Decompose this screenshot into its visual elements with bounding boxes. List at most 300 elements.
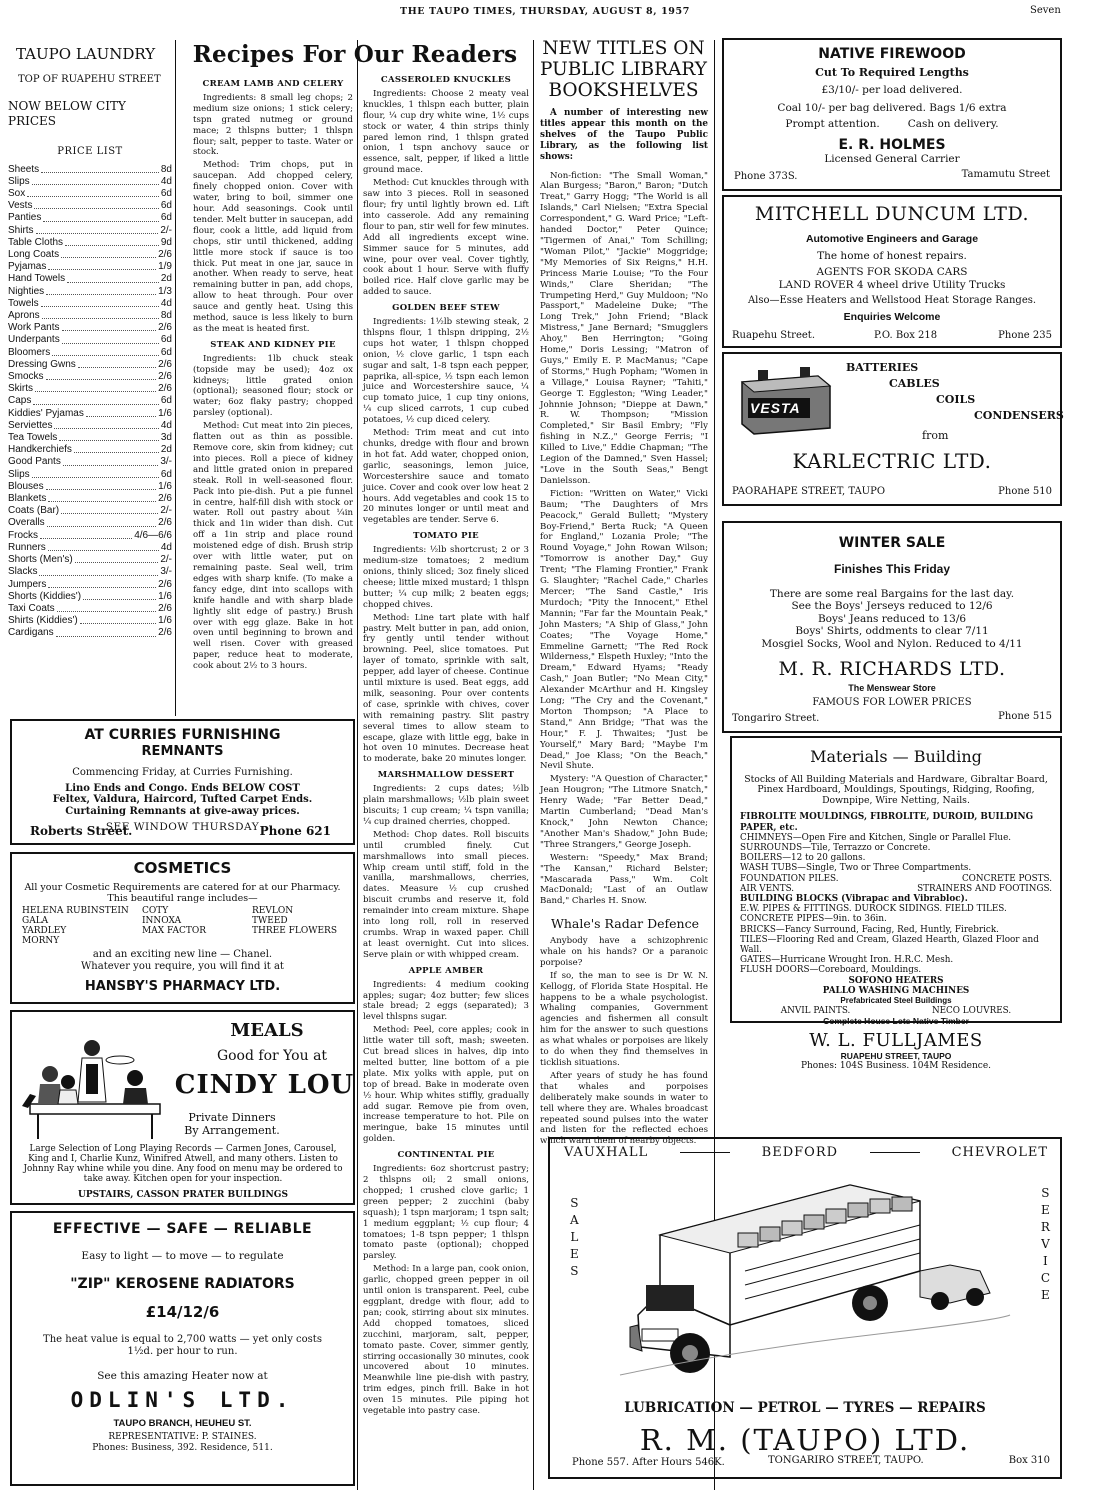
price-row [8, 627, 172, 639]
price-row [8, 298, 172, 310]
firewood-phone: Phone 373S. [734, 171, 798, 183]
fulljames-line: WASH TUBS—Single, Two or Three Compartments. [740, 863, 972, 874]
service-letter: S [1041, 1186, 1050, 1200]
price-item: Good Pants [8, 456, 61, 468]
price-value: 2/6 [158, 627, 172, 639]
price-item: Panties [8, 212, 42, 224]
cosmetics-brand: GALA [22, 916, 49, 927]
cosmetics-brand: MORNY [22, 936, 60, 947]
fulljames-c1: SOFONO HEATERS [848, 975, 944, 986]
fulljames-pair [740, 874, 1052, 884]
price-row [8, 273, 172, 285]
mitchell-line1: Automotive Engineers and Garage [805, 233, 979, 246]
price-item: Cardigans [8, 627, 54, 639]
richards-name: M. R. RICHARDS LTD. [778, 658, 1006, 681]
recipe-paragraph: Ingredients: 6oz shortcrust pastry; 2 thlspns oil; 2 small onions, chopped; 1 crushed clove garlic; 1 green pepper; 2 zucchini (baby squash); 1 tspn marjoram; 1 tspn salt; 1 medium eggplant; ½ cup flour; 4 tomatoes; 1-8 tspn pepper; 1 thlspn tomato paste (optional); chopped parsley. [363, 1164, 530, 1262]
price-value: 2d [160, 273, 172, 285]
karlectric-name: KARLECTRIC LTD. [792, 449, 992, 473]
karlectric-street: PAORAHAPE STREET, TAUPO [732, 486, 886, 498]
recipe-paragraph: Method: In a large pan, cook onion, garlic, chopped green pepper in oil until onion is transparent. Peel, cube eggplant, dredge with flour, add to pan; cook, stirring about six minutes. Add chopped tomatoes, sliced zucchini, marjoram, salt, pepper, tomato paste. Cover, simmer gently, stirring occasionally 30 minutes, cook uncovered about 10 minutes. Meanwhile line pie-dish with pastry, trim edges, pinch frill. Bake in hot oven 15 minutes. Pile piping hot vegetable into pastry case. [363, 1264, 529, 1417]
library-title: NEW TITLES ON PUBLIC LIBRARY BOOKSHELVES [540, 38, 707, 101]
whale-paragraph: After years of study he has found that whales and porpoises deliberately make sounds in water to tell where they are. Whales broadcast repeated sound pulses into the water and listen for the reflected echoes which warn them of nearby objects. [540, 1070, 708, 1147]
price-item: Aprons [8, 310, 40, 322]
curries-subtitle: REMNANTS [141, 743, 224, 759]
karlectric-from: from [922, 429, 949, 442]
price-row [8, 359, 172, 371]
odlins-rep: REPRESENTATIVE: P. STAINES. [108, 1432, 257, 1443]
recipe-heading: CREAM LAMB AND CELERY [202, 79, 344, 89]
price-value: 3/- [160, 456, 172, 468]
price-item: Kiddies' Pyjamas [8, 407, 84, 419]
price-row [8, 395, 172, 407]
cosmetics-brands-col1 [22, 906, 142, 946]
richards-slogan: FAMOUS FOR LOWER PRICES [812, 697, 972, 709]
karlectric-l2: CABLES [889, 377, 940, 390]
richards-sale-line: Boys' Jeans reduced to 13/6 [817, 612, 967, 625]
price-item: Towels [8, 297, 39, 309]
price-leader [48, 493, 156, 502]
price-row [8, 347, 172, 359]
firewood-line4a: Prompt attention. [785, 118, 880, 131]
library-article [540, 108, 708, 908]
price-item: Underpants [8, 334, 60, 346]
price-item: Overalls [8, 517, 45, 529]
richards-line1: Finishes This Friday [833, 561, 951, 576]
brand-vauxhall: VAUXHALL [564, 1145, 649, 1160]
price-item: Slacks [8, 566, 38, 578]
curries-line2: Lino Ends and Congo. Ends BELOW COST [65, 782, 300, 794]
price-row [8, 432, 172, 444]
price-value: 1/6 [158, 407, 172, 419]
cosmetics-brands-col3 [252, 906, 337, 946]
price-item: Nighties [8, 285, 45, 297]
fulljames-c2: PALLO WASHING MACHINES [822, 985, 970, 996]
fulljames-line: BRICKS—Fancy Surround, Facing, Red, Huntly, Firebrick. [740, 924, 999, 935]
whale-paragraph: If so, the man to see is Dr W. N. Kellogg, of Florida State Hospital. He happens to be a whale psychologist. Whaling companies, Government agencies and fishermen all consult him for the answer to such questions as what whales or porpoises are likely to do when they find themselves in ticklish situations. [540, 970, 708, 1068]
price-item: Smocks [8, 371, 44, 383]
recipe-paragraph: Ingredients: 1lb chuck steak (topside may be used); 4oz ox kidneys; little grated onion (optional); seasoned flour; stock or water; 6oz flaky pastry; chopped parsley (optional). [193, 353, 353, 419]
rm-brands [564, 1145, 1048, 1160]
price-item: Blouses [8, 480, 44, 492]
truck-illustration [620, 1175, 1010, 1385]
recipe-heading: STEAK AND KIDNEY PIE [210, 339, 336, 350]
price-row [8, 566, 172, 578]
odlins-line1: Easy to light — to move — to regulate [81, 1249, 284, 1262]
price-leader [34, 200, 158, 209]
price-value: 6d [160, 468, 172, 480]
price-value: 2/- [160, 505, 172, 517]
library-paragraph: Fiction: "Written on Water," Vicki Baum; "The Daughters of Mrs Peacock," Gerald Bullett; "Mystery Boy-Friend," Berta Ruck; "A Queen for England," Lozania Prole; "The Round Voyage," John Rowan Wilson; "Tomorrow is another Day," Guy Trent; "The Flaming Frontier," Frank G. Slaughter; "Rachel Cade," Charles Mercer; "The Sand Castle," Iris Murdoch; "Pity the Innocent," Ethel Mannin; "Far far the Mountain Peak," John Masters; "A Ship of Glass," John Coates; "The Voyage Home," Emmeline Garnett; "The Red Rock Wilderness," Elspeth Huxley; "Into the Dream," Edward Hyams; "Ready Cash," Joan Butler; "No Mean City," Alexander McArthur and H. Kingsley Long; "The Cry and the Covenant," Morton Thompson; "A Place to Stand," Ann Bridge; "That was the Hour," F. J. Thwaites; "Just be Yourself," Mary Bard; "Maybe I'm Dead," Joe Klass; "On the Beach," Nevil Shute. [540, 488, 708, 772]
price-value: 2/6 [158, 493, 172, 505]
mitchell-line4: LAND ROVER 4 wheel drive Utility Trucks [778, 278, 1006, 291]
laundry-list-title: PRICE LIST [57, 145, 123, 157]
price-leader [52, 347, 159, 356]
recipe-heading: GOLDEN BEEF STEW [392, 303, 500, 314]
cindy-body: Large Selection of Long Playing Records — Carmen Jones, Carousel, King and I, Charlie Kunz, Winifred Atwell, and many others. Listen to Johnny Ray whine while you dine. Any food on menu may be ordered to take away. Kitchen open for your inspection. [23, 1144, 343, 1184]
cosmetics-brand: REVLON [252, 906, 294, 917]
fulljames-pair-left: FOUNDATION PILES. [740, 873, 839, 884]
price-leader [86, 408, 156, 417]
price-leader [61, 249, 156, 258]
price-item: Long Coats [8, 249, 60, 261]
price-row [8, 249, 172, 261]
price-value: 6d [160, 200, 172, 212]
price-leader [35, 383, 156, 392]
laundry-ad [8, 40, 172, 710]
curries-line3: Feltex, Valdura, Haircord, Tufted Carpet Ends. [52, 794, 313, 806]
price-row [8, 334, 172, 346]
mitchell-box: P.O. Box 218 [874, 330, 938, 342]
price-leader [62, 322, 157, 331]
fulljames-pair-right: CONCRETE POSTS. [961, 873, 1052, 884]
recipe-paragraph: Method: Line tart plate with half pastry. Melt butter in pan, add onion, fry gently until tender without browning. Peel, slice tomatoes. Put layer of tomato, sprinkle with salt, pepper, add layer of cheese. Continue until mixture is used. Beat eggs, add milk, seasoning. Pour over contents of case, sprinkle with chives, cover with remaining pastry. Slit pastry several times to allow steam to escape, glaze with little egg, bake in hot oven 10 minutes. Decrease heat to moderate, bake 20 minutes longer. [363, 612, 529, 765]
price-leader [40, 530, 132, 539]
odlins-line3: See this amazing Heater now at [97, 1369, 268, 1382]
mitchell-street: Ruapehu Street. [732, 330, 815, 342]
fulljames-line: BOILERS—12 to 20 gallons. [740, 853, 866, 864]
firewood-line5: Licensed General Carrier [824, 153, 960, 166]
price-value: 2/6 [158, 358, 172, 370]
recipe-paragraph: Ingredients: 1½lb stewing steak, 2 thlspns flour, 1 thlspn dripping, 2½ cups hot water, 1 thlspn chopped onion, ½ clove garlic, 1 tspn each sugar and salt, 1-8 tspn each pepper, paprika, all-spice, ½ tspn each lemon juice and Worcestershire sauce, ¼ cup tomato juice, 1 cup tiny onions, ¼ cup sliced carrots, 1 cup cubed potatoes, ½ cup diced celery. [363, 317, 529, 426]
sales-letter: S [570, 1264, 579, 1278]
price-value: 2/6 [158, 383, 172, 395]
fulljames-line: E.W. PIPES & FITTINGS. DUROCK SIDINGS. FIELD TILES. [740, 904, 1007, 915]
price-leader [27, 188, 159, 197]
curries-title: AT CURRIES FURNISHING [84, 727, 281, 743]
rm-sales-vertical [570, 1195, 579, 1280]
price-value: 2/6 [158, 578, 172, 590]
rm-name: R. M. (TAUPO) LTD. [639, 1423, 971, 1457]
price-value: 6d [160, 212, 172, 224]
whale-title: Whale's Radar Defence [550, 916, 700, 931]
price-value: 1/6 [158, 480, 172, 492]
price-item: Frocks [8, 529, 38, 541]
service-letter: E [1041, 1203, 1050, 1217]
firewood-line4b: Cash on delivery. [907, 118, 999, 131]
rm-line1: LUBRICATION — PETROL — TYRES — REPAIRS [624, 1400, 986, 1416]
price-value: 2/- [160, 554, 172, 566]
price-row [8, 530, 172, 542]
mitchell-line6: Enquiries Welcome [843, 310, 941, 323]
price-row [8, 505, 172, 517]
price-value: 6d [160, 395, 172, 407]
price-row [8, 554, 172, 566]
richards-sub: The Menswear Store [848, 682, 936, 693]
price-item: Shorts (Kiddies') [8, 590, 82, 602]
rm-phone: Phone 557. After Hours 546K. [572, 1457, 725, 1469]
whale-article [540, 936, 708, 1147]
sales-letter: L [570, 1230, 579, 1244]
cosmetics-line2: Whatever you require, you will find it at [81, 960, 284, 972]
price-row [8, 188, 172, 200]
price-value: 4d [160, 297, 172, 309]
karlectric-l4: CONDENSERS [974, 409, 1064, 422]
recipe-paragraph: Ingredients: 8 small leg chops; 2 medium size onions; 1 stick celery; tspn grated nutmeg or ground mace; 2 thlspns butter; 1 thlspn flour; salt, pepper to taste. Water or stock. [193, 92, 353, 158]
price-leader [78, 359, 156, 368]
price-item: Taxi Coats [8, 602, 55, 614]
rm-taupo-ad [548, 1137, 1062, 1479]
rm-box: Box 310 [1008, 1455, 1050, 1467]
cindy-name: CINDY LOU [174, 1070, 355, 1100]
price-value: 3d [160, 432, 172, 444]
price-value: 2d [160, 444, 172, 456]
library-paragraph: Non-fiction: "The Small Woman," Alan Burgess; "Baron," Baron; "Dutch Treat," Garry Hogg; "The World is all Islands," Carl Nielsen; "Extra Special Correspondent," G. Ward Price; "Left-handed Doctor," Peter Quince; "Tigermen of Anai," Tom Schilling; "Woman Pilot," "Jackie" Moggridge; "My Memories of Six Reigns," H.H. Princess Marie Louise; "To the Four Winds," Clare Sheridan; "The Trumpeting Herd," Guy Muldoon; "No Passport," Madeleine Duke; "The Long Trek," John Friend; "Black Mistress," Jane Bernard; "Smugglers Ahoy," Ben Herrington; "Going Home," Doris Lessing; "Matron of Guys," Emily E. P. MacManus; "Cape of Storms," Hugh Popham; "Women in a Village," Louisa Rayner; "Tahiti," George T. Eggleston; "Wing Leader," Johnnie Johnson; "Dieppe at Dawn," R. W. Thompson; "Mission Completed," Sir Basil Embry; "Fly fishing in N.Z.," George Ferris; "I Killed to Live," Eddie Chapman; "The Legion of the Damned," Sven Hassel; "Love in the South Seas," Bengt Danielsson. [540, 170, 708, 486]
firewood-line2: £3/10/- per load delivered. [821, 84, 963, 97]
price-item: Blankets [8, 493, 47, 505]
cosmetics-line1: and an exciting new line — Chanel. [92, 949, 273, 961]
recipe-paragraph: Ingredients: ½lb shortcrust; 2 or 3 medium-size tomatoes; 2 medium onions, thinly sliced; 3oz finely sliced cheese; little mixed mustard; 1 thlspn butter; ¼ cup milk; 2 beaten eggs; chopped chives. [363, 545, 529, 610]
brand-divider [680, 1152, 730, 1153]
price-leader [39, 566, 158, 575]
cosmetics-brand: INNOXA [142, 916, 182, 927]
fulljames-lines [740, 812, 1052, 975]
cindy-line1: Good for You at [216, 1048, 328, 1064]
laundry-line2: NOW BELOW CITY PRICES [8, 99, 126, 128]
price-leader [48, 542, 159, 551]
price-value: 6d [160, 334, 172, 346]
curries-phone: Phone 621 [259, 823, 331, 838]
laundry-line1: TOP OF RUAPEHU STREET [18, 73, 161, 85]
price-value: 2/6 [158, 249, 172, 261]
recipes-column-2 [363, 70, 529, 1495]
cosmetics-brand: THREE FLOWERS [252, 926, 337, 937]
price-value: 4/6—6/6 [134, 529, 172, 541]
price-item: Table Cloths [8, 236, 64, 248]
firewood-line4 [724, 118, 1060, 130]
fulljames-intro: Stocks of All Building Materials and Hardware, Gibraltar Board, Pinex Hardboard, Mouldings, Spoutings, Ridging, Roofing, Downpipe, Wire Netting, Nails. [744, 773, 1048, 806]
service-letter: C [1040, 1271, 1050, 1285]
price-leader [80, 615, 156, 624]
laundry-name: TAUPO LAUNDRY [16, 45, 156, 63]
price-row [8, 456, 172, 468]
service-letter: I [1043, 1254, 1048, 1268]
price-value: 2/- [160, 224, 172, 236]
price-leader [56, 627, 157, 636]
cindy-line3: By Arrangement. [184, 1124, 280, 1137]
mitchell-line5: Also—Esse Heaters and Wellstood Heat Storage Ranges. [747, 294, 1037, 306]
recipe-paragraph: Method: Chop dates. Roll biscuits until crumbled finely. Cut marshmallows into small pieces. Whip cream until stiff, fold in the vanilla, marshmallows, cherries, dates. Measure ½ cup crushed biscuit crumbs and reserve it, fold remainder into cream mixture. Shape into long roll, roll in reserved crumbs. Wrap in waxed paper. Chill at least overnight. Cut into slices. Serve plain or with whipped cream. [363, 829, 529, 960]
karlectric-l1: BATTERIES [846, 361, 919, 374]
price-value: 1/6 [158, 615, 172, 627]
page-number: Seven [1030, 5, 1061, 16]
richards-ad [722, 521, 1062, 733]
odlins-ad [10, 1211, 355, 1486]
cindy-title: MEALS [230, 1020, 304, 1041]
fulljames-ad [730, 736, 1062, 1071]
price-value: 8d [160, 163, 172, 175]
price-leader [32, 469, 159, 478]
recipe-paragraph: Method: Cut knuckles through with saw into 3 pieces. Roll in seasoned flour; fry until lightly brown ed. Lift into casserole. Add any remaining flour to pan, stir well for few minutes. Add all ingredients except wine. Simmer sauce for 5 minutes, add wine, pour over veal. Cover tightly, cook about 1 hour. Serve with fluffy boiled rice. Half clove garlic may be added to sauce. [363, 178, 529, 298]
richards-phone: Phone 515 [998, 711, 1052, 723]
brand-bedford: BEDFORD [761, 1145, 839, 1160]
sales-letter: A [570, 1213, 579, 1227]
price-row [8, 310, 172, 322]
price-item: Jumpers [8, 578, 47, 590]
library-paragraph: Western: "Speedy," Max Brand; "The Kansan," Richard Belster; "Mascarada Pass," Wm. Colt MacDonald; "Last of an Outlaw Band," Charles H. Snow. [540, 852, 708, 907]
price-row [8, 383, 172, 395]
whale-paragraph: Anybody have a schizophrenic whale on his hands? Or a paranoic porpoise? [540, 936, 708, 968]
cosmetics-ad [10, 852, 355, 1004]
price-value: 6d [160, 188, 172, 199]
price-row [8, 237, 172, 249]
price-leader [46, 371, 157, 380]
price-row [8, 444, 172, 456]
price-leader [59, 432, 159, 441]
library-paragraph: Mystery: "A Question of Character," Jean Hougron; "The Litmore Snatch," Henry Wade; "Far Better Dead," Martin Cumberland; "Dead Man's Knock," John Newton Chance; "Another Man's Shadow," John Bude; "Three Strangers," George Joseph. [540, 774, 708, 850]
curries-ad [10, 719, 355, 845]
price-leader [47, 517, 156, 526]
cosmetics-brands [22, 906, 343, 946]
price-leader [57, 603, 156, 612]
recipe-heading: TOMATO PIE [413, 531, 479, 542]
recipe-heading: CONTINENTAL PIE [397, 1150, 495, 1161]
price-leader [41, 164, 159, 173]
price-item: Hand Towels [8, 273, 66, 285]
mitchell-line2: The home of honest repairs. [817, 249, 967, 262]
price-value: 1/6 [158, 590, 172, 602]
cosmetics-brand: YARDLEY [22, 926, 67, 937]
page-header-title: THE TAUPO TIMES, THURSDAY, AUGUST 8, 1957 [400, 6, 690, 17]
curries-line1: Commencing Friday, at Curries Furnishing. [72, 766, 293, 778]
mitchell-phone: Phone 235 [998, 330, 1052, 342]
price-leader [54, 420, 158, 429]
fulljames-c4 [740, 1006, 1052, 1016]
rm-service-vertical [1041, 1185, 1050, 1304]
recipe-paragraph: Method: Trim meat and cut into chunks, dredge with flour and brown in hot fat. Add water, chopped onion, garlic, seasonings, lemon juice, Worcestershire sauce and tomato juice. Cover and cook over low heat 2 hours. Add vegetables and cook 15 to 20 minutes longer or until meat and vegetables are tender. Serve 6. [363, 428, 529, 526]
price-value: 2/6 [158, 322, 172, 334]
fulljames-line: SURROUNDS—Tile, Terrazzo or Concrete. [740, 842, 931, 853]
fulljames-title: Materials — Building [810, 747, 982, 766]
fulljames-c4a: ANVIL PAINTS. [780, 1005, 851, 1016]
price-row [8, 420, 172, 432]
cindy-line2: Private Dinners [188, 1111, 276, 1124]
price-leader [63, 456, 159, 465]
recipe-heading: APPLE AMBER [408, 965, 484, 976]
price-leader [41, 298, 159, 307]
firewood-line1: Cut To Required Lengths [815, 65, 969, 79]
price-row [8, 469, 172, 481]
price-item: Runners [8, 541, 46, 553]
price-item: Caps [8, 395, 32, 407]
price-value: 4d [160, 541, 172, 553]
price-leader [48, 261, 156, 270]
recipe-paragraph: Ingredients: Choose 2 meaty veal knuckles, 1 thlspn each butter, plain flour, ¼ cup dry white wine, 1½ cups stock or water, 4 thin strips thinly pared lemon rind, 1 thlspn grated onion, 1 tspn anchovy sauce or essence, salt, pepper, if liked a little ground mace. [363, 88, 529, 176]
price-row [8, 286, 172, 298]
richards-sale-line: There are some real Bargains for the last day. [769, 587, 1015, 600]
cosmetics-brands-col2 [142, 906, 252, 946]
price-row [8, 176, 172, 188]
price-row [8, 603, 172, 615]
price-leader [33, 395, 159, 404]
price-value: 1/9 [158, 261, 172, 273]
price-item: Skirts [8, 383, 33, 395]
sales-letter: S [570, 1196, 579, 1210]
price-item: Tea Towels [8, 432, 58, 444]
price-leader [65, 237, 159, 246]
fulljames-line: FLUSH DOORS—Coreboard, Mouldings. [740, 965, 922, 976]
recipe-heading: MARSHMALLOW DESSERT [377, 770, 515, 781]
price-item: Sox [8, 188, 26, 199]
column-rule [175, 40, 176, 716]
price-row [8, 591, 172, 603]
fulljames-street: RUAPEHU STREET, TAUPO [840, 1050, 952, 1061]
diners-illustration [20, 1034, 170, 1142]
price-value: 4d [160, 419, 172, 431]
service-letter: R [1040, 1220, 1050, 1234]
firewood-line3: Coal 10/- per bag delivered. Bags 1/6 extra [777, 101, 1007, 114]
price-row [8, 212, 172, 224]
price-item: Handkerchiefs [8, 444, 72, 456]
odlins-name: ODLIN'S LTD. [70, 1388, 295, 1413]
price-value: 4d [160, 175, 172, 187]
price-row [8, 261, 172, 273]
service-letter: V [1041, 1237, 1050, 1251]
odlins-branch: TAUPO BRANCH, HEUHEU ST. [113, 1417, 252, 1429]
fulljames-line: GATES—Hurricane Wrought Iron. H.R.C. Mesh. [740, 955, 954, 966]
price-value: 6d [160, 346, 172, 358]
recipe-heading: CASSEROLED KNUCKLES [380, 75, 512, 85]
karlectric-l3: COILS [936, 393, 976, 406]
cosmetics-name: HANSBY'S PHARMACY LTD. [84, 978, 281, 994]
fulljames-line: CONCRETE PIPES—9in. to 36in. [740, 914, 887, 925]
richards-sale-line: Boys' Shirts, oddments to clear 7/11 [795, 625, 989, 638]
cosmetics-brand: TWEED [252, 916, 288, 927]
price-row [8, 200, 172, 212]
brand-chevrolet: CHEVROLET [951, 1145, 1048, 1160]
price-row [8, 408, 172, 420]
price-leader [43, 212, 159, 221]
price-value: 1/3 [158, 285, 172, 297]
cosmetics-brand: MAX FACTOR [142, 926, 206, 937]
price-row [8, 517, 172, 529]
sales-letter: E [570, 1247, 579, 1261]
fulljames-line: BUILDING BLOCKS (Vibrapac and Vibrabloc). [740, 894, 968, 904]
odlins-phones: Phones: Business, 392. Residence, 511. [92, 1442, 273, 1453]
library-lead: A number of interesting new titles appear this month on the shelves of the Taupo Public Library, as the following list shows: [540, 108, 708, 162]
price-row [8, 371, 172, 383]
price-leader [36, 225, 159, 234]
price-leader [74, 444, 159, 453]
price-leader [48, 579, 156, 588]
rm-street: TONGARIRO STREET, TAUPO. [768, 1455, 924, 1467]
richards-sale-line: Mosgiel Socks, Wool and Nylon. Reduced to 4/11 [761, 637, 1023, 650]
price-leader [62, 334, 159, 343]
column-rule [533, 40, 534, 1490]
price-row [8, 481, 172, 493]
price-leader [32, 176, 159, 185]
fulljames-c3: Prefabricated Steel Buildings [840, 995, 952, 1005]
price-item: Work Pants [8, 322, 60, 334]
price-row [8, 225, 172, 237]
price-item: Vests [8, 200, 33, 212]
fulljames-pair [740, 884, 1052, 894]
price-item: Shirts (Kiddies') [8, 615, 78, 627]
fulljames-line: TILES—Flooring Red and Cream, Glazed Hearth, Glazed Floor and Wall. [740, 934, 1039, 956]
odlins-title: EFFECTIVE — SAFE — RELIABLE [52, 1221, 313, 1237]
battery-brand: VESTA [750, 400, 801, 416]
fulljames-c4b: NECO LOUVRES. [931, 1005, 1012, 1016]
odlins-line2: The heat value is equal to 2,700 watts — yet only costs 1½d. per hour to run. [43, 1334, 322, 1357]
curries-line4: Curtaining Remnants at give-away prices. [65, 806, 300, 818]
column-rule [357, 40, 358, 1490]
price-item: Shorts (Men's) [8, 554, 73, 566]
cindy-lou-ad [10, 1010, 355, 1205]
laundry-price-list [8, 164, 172, 640]
fulljames-name: W. L. FULLJAMES [809, 1029, 983, 1051]
recipe-paragraph: Ingredients: 4 medium cooking apples; sugar; 4oz butter; few slices stale bread; 2 eggs (separated); 3 level thlspns sugar. [363, 979, 529, 1023]
price-leader [61, 505, 158, 514]
curries-line5: SEE WINDOW THURSDAY [105, 821, 260, 834]
